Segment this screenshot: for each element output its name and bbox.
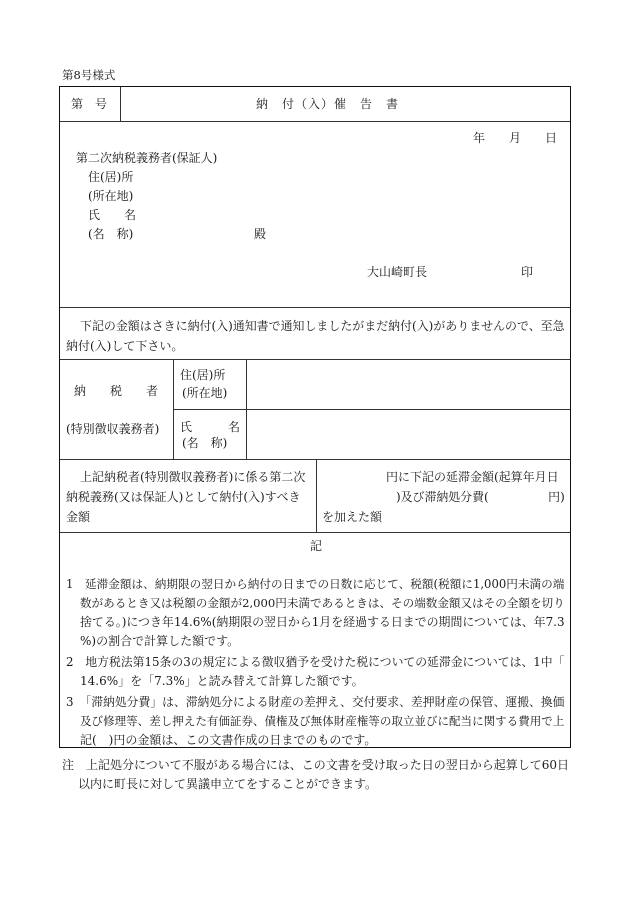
note-1-line-1: 1 延滞金額は、納期限の翌日から納付の日までの日数に応じて、税額(税額に1,000円未満の端 xyxy=(66,577,565,591)
amount-right-line-3: を加えた額 xyxy=(322,510,383,524)
amount-divider xyxy=(316,459,317,532)
recipient-location-label: (所在地) xyxy=(88,189,134,203)
header-divider xyxy=(120,87,121,121)
note-1-line-3: 捨てる。)につき年14.6%(納期限の翌日から1月を経過する日までの期間については、年7.3 xyxy=(80,615,565,629)
note-3-line-1: 3 「滞納処分費」は、滞納処分による財産の差押え、交付要求、差押財産の保管、運搬、換価 xyxy=(66,695,565,709)
intro-bottom-line xyxy=(60,359,570,360)
recipient-address-label: 住(居)所 xyxy=(88,170,134,184)
amount-left-line-1: 上記納税者(特別徴収義務者)に係る第二次 xyxy=(80,470,306,484)
taxpayer-address-label: 住(居)所 xyxy=(180,368,226,382)
header-bottom-line xyxy=(60,121,570,122)
note-3-line-2: 及び修理等、差し押えた有価証券、債権及び無体財産権等の取立並びに配当に関する費用で上 xyxy=(80,714,565,728)
taxpayer-bottom-line xyxy=(60,459,570,460)
taxpayer-name-label: 氏 名 xyxy=(180,420,241,434)
recipient-title-label: (名 称) xyxy=(88,227,134,241)
taxpayer-location-label: (所在地) xyxy=(182,386,228,400)
taxpayer-title-label: (名 称) xyxy=(182,436,228,450)
notice-form xyxy=(59,86,571,748)
document-title: 納 付（入）催 告 書 xyxy=(256,97,400,111)
number-label: 第 号 xyxy=(71,97,108,111)
note-2-line-2: 14.6%」を「7.3%」と読み替えて計算した額です。 xyxy=(80,674,364,688)
footer-note-line-2: 以内に町長に対して異議申立てをすることができます。 xyxy=(78,777,378,791)
intro-line-2: 納付(入)して下さい。 xyxy=(66,339,184,353)
recipient-name-label: 氏 名 xyxy=(88,208,137,222)
taxpayer-middle-line xyxy=(173,409,570,410)
amount-right-line-1: 円に下記の延滞金額(起算年月日 xyxy=(386,470,559,484)
note-1-line-2: 数があるとき又は税額の金額が2,000円未満であるときは、その端数金額又はその全額を切り xyxy=(80,596,565,610)
amount-left-line-2: 納税義務(又は保証人)として納付(入)すべき xyxy=(66,490,301,504)
issue-date: 年 月 日 xyxy=(473,131,558,145)
form-number: 第8号様式 xyxy=(62,68,116,82)
note-2-line-1: 2 地方税法第15条の3の規定による徴収猶予を受けた税についての延滞金については、1中「 xyxy=(66,655,565,669)
special-collector-label: (特別徴収義務者) xyxy=(66,422,160,436)
recipient-type: 第二次納税義務者(保証人) xyxy=(76,151,218,165)
intro-line-1: 下記の金額はさきに納付(入)通知書で通知しましたがまだ納付(入)がありませんので、至急 xyxy=(80,319,565,333)
taxpayer-label: 納 税 者 xyxy=(74,384,159,398)
issuer: 大山崎町長 xyxy=(367,265,428,279)
address-bottom-line xyxy=(60,307,570,308)
amount-bottom-line xyxy=(60,532,570,533)
amount-right-line-2: )及び滞納処分費( 円) xyxy=(396,490,565,504)
note-3-line-3: 記( )円の金額は、この文書作成の日までのものです。 xyxy=(80,733,377,747)
honorific: 殿 xyxy=(254,227,267,241)
notes-heading: 記 xyxy=(310,539,323,553)
seal-mark: 印 xyxy=(521,265,534,279)
note-1-line-4: %)の割合で計算した額です。 xyxy=(80,634,240,648)
amount-left-line-3: 金額 xyxy=(66,510,91,524)
footer-note-line-1: 注 上記処分について不服がある場合には、この文書を受け取った日の翌日から起算して60日 xyxy=(62,758,570,772)
